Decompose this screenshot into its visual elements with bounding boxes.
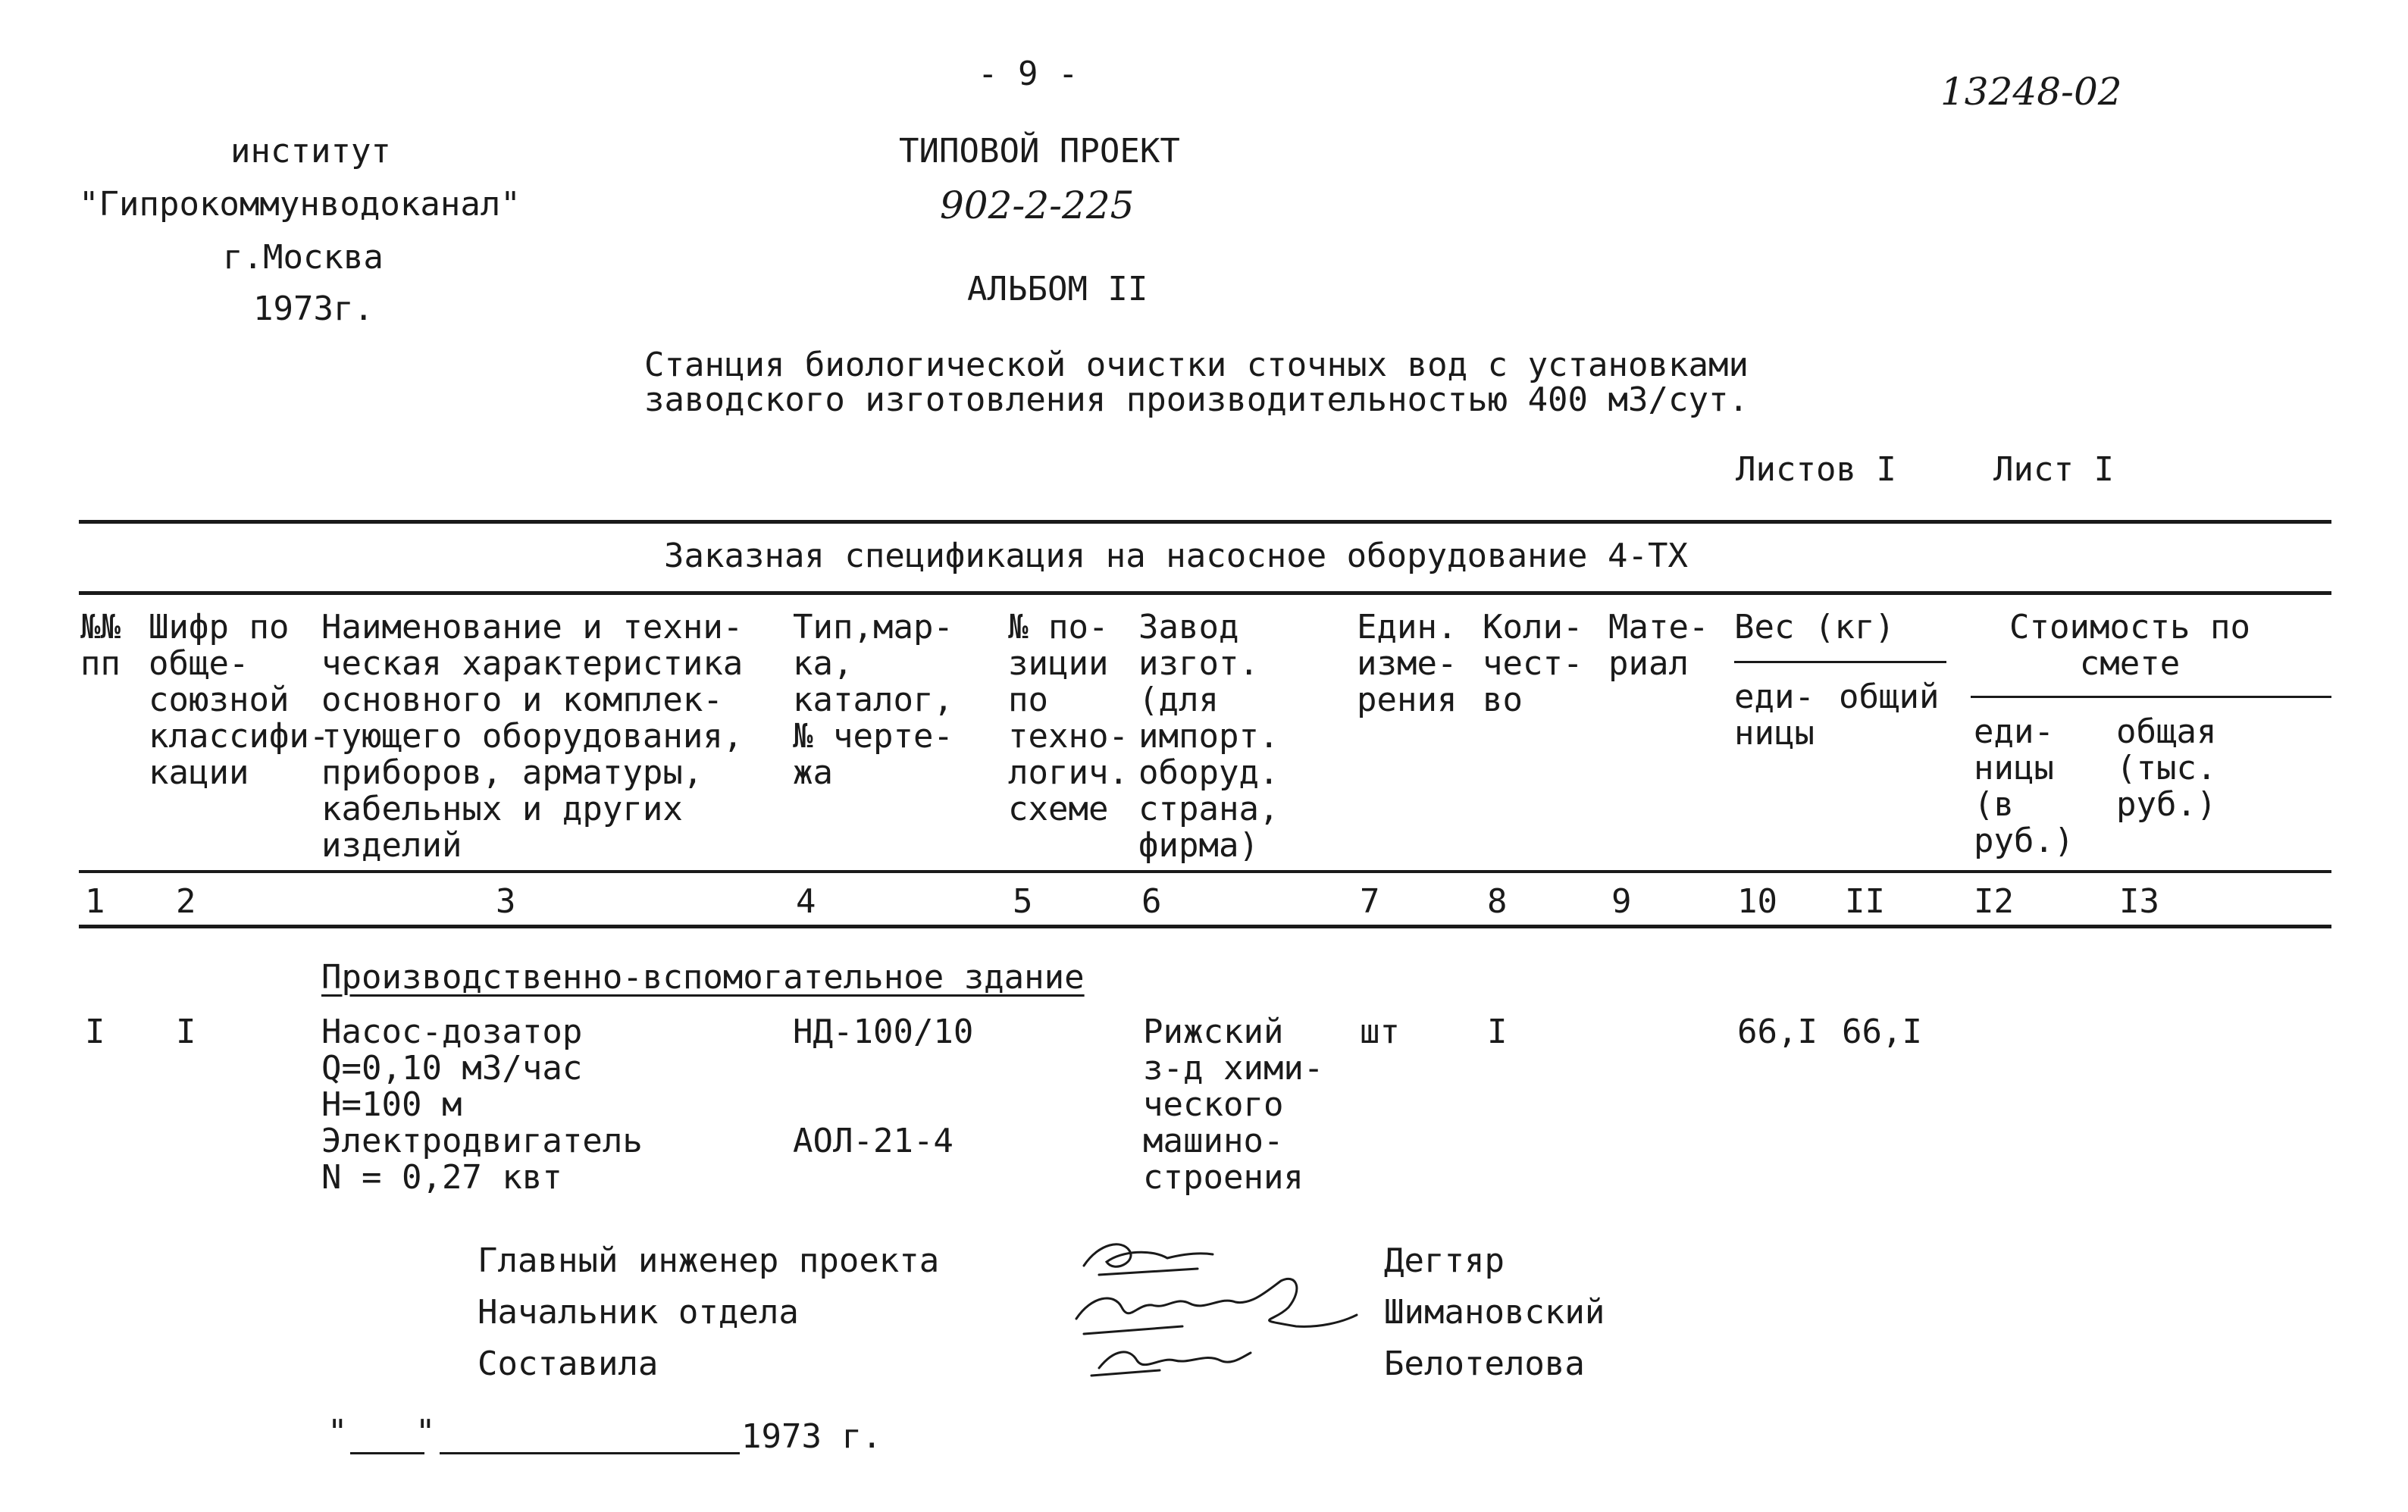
col-number-11: II bbox=[1845, 882, 1885, 921]
project-title: ТИПОВОЙ ПРОЕКТ bbox=[899, 132, 1180, 171]
handwritten-signatures bbox=[1069, 1220, 1372, 1395]
header-pp: №№ пп bbox=[80, 608, 121, 683]
weight-group-rule bbox=[1734, 661, 1946, 663]
sheets-total: Листов I bbox=[1736, 450, 1896, 489]
col-number-1: 1 bbox=[85, 882, 105, 921]
col-number-3: 3 bbox=[496, 882, 516, 921]
signature-role-department-head: Начальник отдела bbox=[478, 1293, 799, 1332]
col-number-10: 10 bbox=[1737, 882, 1777, 921]
header-weight-total: общий bbox=[1839, 678, 1940, 716]
header-position: № по- зиции по техно- логич. схеме bbox=[1008, 608, 1129, 828]
date-quote-close: " bbox=[415, 1413, 436, 1451]
header-cost-total: общая (тыс. руб.) bbox=[2116, 712, 2217, 824]
institute-city: г.Москва bbox=[223, 238, 384, 277]
header-weight-unit: еди- ницы bbox=[1734, 678, 1815, 753]
col-number-4: 4 bbox=[796, 882, 816, 921]
header-cost-unit: еди- ницы (в руб.) bbox=[1974, 712, 2075, 860]
date-year: 1973 г. bbox=[741, 1417, 882, 1456]
col-number-6: 6 bbox=[1141, 882, 1162, 921]
project-description-line2: заводского изготовления производительностью 400 м3/сут. bbox=[644, 380, 1749, 419]
signature-role-chief-engineer: Главный инженер проекта bbox=[478, 1241, 940, 1280]
table-title-rule bbox=[79, 591, 2331, 595]
signature-name-chief-engineer: Дегтяр bbox=[1384, 1241, 1505, 1280]
header-cost-group: Стоимость по смете bbox=[2009, 608, 2250, 683]
project-description-line1: Станция биологической очистки сточных вод с установками bbox=[644, 346, 1749, 384]
row-factory: Рижский з-д хими- ческого машино- строения bbox=[1143, 1013, 1324, 1197]
col-numbers-bottom-rule bbox=[79, 925, 2331, 928]
signature-name-compiler: Белотелова bbox=[1384, 1345, 1585, 1383]
row-pp: I bbox=[85, 1013, 105, 1051]
institute-name: "Гипрокоммунводоканал" bbox=[79, 185, 521, 224]
row-unit: шт bbox=[1360, 1013, 1400, 1051]
album-label: АЛЬБОМ II bbox=[967, 270, 1148, 308]
header-quantity: Коли- чест- во bbox=[1483, 608, 1583, 719]
col-number-13: I3 bbox=[2119, 882, 2159, 921]
header-material: Мате- риал bbox=[1608, 608, 1709, 683]
row-type: НД-100/10 bbox=[793, 1013, 974, 1051]
header-bottom-rule bbox=[79, 870, 2331, 873]
document-code: 13248-02 bbox=[1940, 70, 2122, 114]
section-heading: Производственно-вспомогательное здание bbox=[321, 958, 1085, 997]
row-weight-total: 66,I bbox=[1842, 1013, 1922, 1051]
col-number-8: 8 bbox=[1487, 882, 1508, 921]
date-quote-open: " bbox=[327, 1413, 348, 1451]
date-day-blank bbox=[350, 1452, 424, 1454]
col-number-2: 2 bbox=[176, 882, 196, 921]
col-number-5: 5 bbox=[1013, 882, 1033, 921]
row-quantity: I bbox=[1487, 1013, 1508, 1051]
col-number-9: 9 bbox=[1611, 882, 1632, 921]
col-number-7: 7 bbox=[1360, 882, 1380, 921]
signature-role-compiler: Составила bbox=[478, 1345, 659, 1383]
institute-year: 1973г. bbox=[253, 290, 374, 328]
header-type-brand: Тип,мар- ка, каталог, № черте- жа bbox=[793, 608, 953, 792]
sheet-number: Лист I bbox=[1993, 450, 2114, 489]
date-month-blank bbox=[440, 1452, 740, 1454]
row-code: I bbox=[176, 1013, 196, 1051]
header-unit: Един. изме- рения bbox=[1357, 608, 1458, 719]
row-weight-unit: 66,I bbox=[1737, 1013, 1818, 1051]
col-number-12: I2 bbox=[1974, 882, 2014, 921]
row-type-motor: АОЛ-21-4 bbox=[793, 1122, 953, 1160]
table-top-rule bbox=[79, 520, 2331, 524]
cost-group-rule bbox=[1971, 696, 2331, 698]
project-number: 902-2-225 bbox=[940, 183, 1135, 227]
signature-name-department-head: Шимановский bbox=[1384, 1293, 1605, 1332]
row-name: Насос-дозатор Q=0,10 м3/час H=100 м Электродвигатель N = 0,27 квт bbox=[321, 1013, 643, 1197]
header-factory: Завод изгот. (для импорт. оборуд. страна, фирма) bbox=[1138, 608, 1279, 865]
page-number: - 9 - bbox=[978, 55, 1079, 93]
header-name-characteristics: Наименование и техни- ческая характеристика основного и комплек- тующего оборудования, приборов, арматуры, кабельных и других изделий bbox=[321, 608, 744, 865]
table-title: Заказная спецификация на насосное оборудование 4-ТХ bbox=[664, 537, 1689, 575]
institute-label: институт bbox=[230, 132, 391, 171]
header-classification-code: Шифр по обще- союзной классифи- кации bbox=[149, 608, 330, 792]
header-weight-group: Вес (кг) bbox=[1734, 608, 1895, 646]
